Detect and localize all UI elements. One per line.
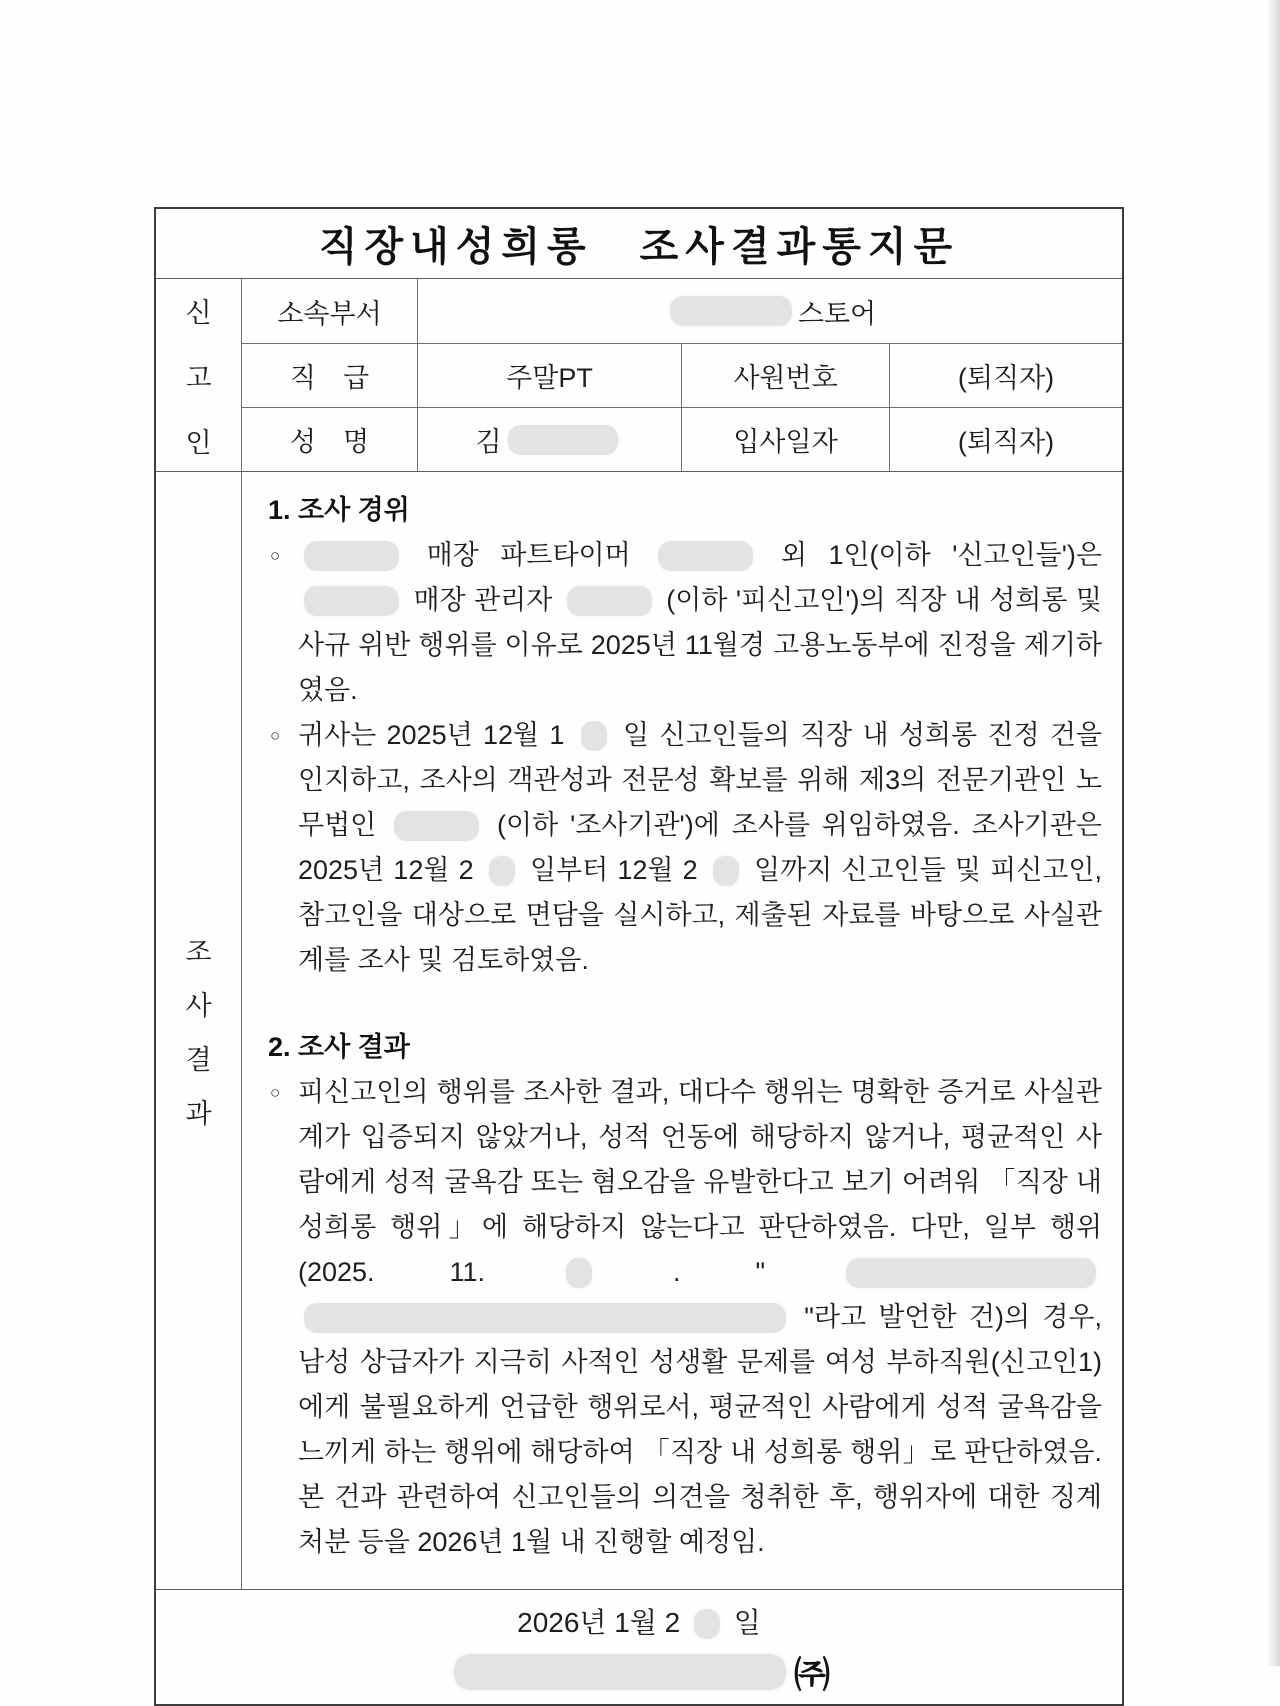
field-label: 입사일자 xyxy=(733,427,838,457)
text-run: 일까지 신고인들 및 피신고인, 참고인을 대상으로 면담을 실시하고, 제출된 자료를 바탕으로 사실관계를 조사 및 검토하였음. xyxy=(298,855,1102,975)
redacted-day-number xyxy=(566,1258,592,1288)
photo-edge-shadow xyxy=(1266,0,1280,1666)
text-run: 일부터 12월 2 xyxy=(529,855,698,885)
result-section-label xyxy=(156,472,241,1589)
text-run: 피신고인의 행위를 조사한 결과, 대다수 행위는 명확한 증거로 사실관계가 입증되지 않았거나, 성적 언동에 해당하지 않거나, 평균적인 사람에게 성적 굴욕감 또는 혐오감을 유발한다고 보기 어려워 「직장 내 성희롱 행위」에 해당하지 않는다고 판단하였음. 다만, 일부 행위(2025. 11. xyxy=(298,1077,1102,1287)
footer-section xyxy=(156,1590,1122,1704)
reporter-label-char: 인 xyxy=(185,427,212,458)
reporter-label-char: 신 xyxy=(185,297,212,328)
company-name-line xyxy=(448,1647,830,1698)
redacted-day-number xyxy=(694,1609,720,1639)
result-label-char: 결 xyxy=(185,1045,212,1075)
reporter-info-table xyxy=(156,279,1122,472)
text-run: 일 신고인들의 직장 내 성희롱 진정 건을 인지하고, 조사의 객관성과 전문성 확보를 위해 제3의 전문기관인 노무법인 xyxy=(298,720,1102,840)
section-heading-1: 1. 조사 경위 xyxy=(268,495,410,525)
page-title: 직장내성희롱 조사결과통지문 xyxy=(318,225,960,269)
redacted-store-name xyxy=(304,586,399,616)
redacted-quote-part-1 xyxy=(846,1258,1096,1288)
result-label-char: 사 xyxy=(185,991,212,1021)
hire-date-value xyxy=(889,407,1122,471)
issue-date xyxy=(517,1601,761,1641)
text-run: "라고 발언한 건)의 경우, 남성 상급자가 지극히 사적인 성생활 문제를 여성 부하직원(신고인1)에게 불필요하게 언급한 행위로서, 평균적인 사람에게 성적 굴욕감을 느끼게 하는 행위에 해당하여 「직장 내 성희롱 행위」로 판단하였음. 본 건과 관련하여 신고인들의 의견을 청취한 후, 행위자에 대한 징계처분 등을 2026년 1월 내 진행할 예정임. xyxy=(298,1302,1102,1557)
reporter-label-char: 고 xyxy=(185,362,212,393)
text-run: (이하 '조사기관')에 조사를 위임하였음. 조사기관은 2025년 12월 2 xyxy=(298,810,1102,885)
paragraph-overview-2 xyxy=(268,713,1102,983)
redacted-quote-part-2 xyxy=(304,1303,786,1333)
redacted-reporter-name xyxy=(658,541,753,571)
field-value: (퇴직자) xyxy=(957,363,1055,393)
text-run: 외 1인(이하 '신고인들')은 xyxy=(780,540,1102,570)
result-label-char: 과 xyxy=(185,1099,212,1129)
text-run: (이하 '피신고인')의 직장 내 성희롱 및 사규 위반 행위를 이유로 2025년 11월경 고용노동부에 진정을 제기하였음. xyxy=(298,585,1102,705)
employee-number-value xyxy=(889,343,1122,407)
text-run: 귀사는 2025년 12월 1 xyxy=(298,720,565,750)
circle-bullet-icon: ○ xyxy=(270,1083,281,1102)
position-label xyxy=(241,343,417,407)
investigation-result-section xyxy=(156,472,1122,1590)
field-label: 직 급 xyxy=(289,363,370,393)
text-run: 2026년 1월 2 xyxy=(517,1606,681,1638)
field-value: 스토어 xyxy=(797,298,877,329)
text-run: . " xyxy=(672,1257,766,1287)
section-heading-2: 2. 조사 결과 xyxy=(268,1032,410,1062)
hire-date-label xyxy=(681,407,889,471)
field-label: 소속부서 xyxy=(277,298,382,329)
result-label-char: 조 xyxy=(185,937,212,967)
department-value xyxy=(417,279,1122,343)
redacted-department-name xyxy=(670,296,792,326)
title-row xyxy=(156,209,1122,279)
name-value xyxy=(417,407,681,471)
redacted-store-name xyxy=(304,541,399,571)
redacted-reporter-name xyxy=(508,425,618,455)
name-label xyxy=(241,407,417,471)
redacted-company-name xyxy=(454,1654,786,1690)
field-value: 김 xyxy=(475,427,502,457)
circle-bullet-icon: ○ xyxy=(270,726,281,745)
redacted-day-number xyxy=(581,721,607,751)
result-content xyxy=(241,472,1122,1589)
field-value: 주말PT xyxy=(506,363,593,393)
field-value: (퇴직자) xyxy=(957,427,1055,457)
corporation-mark: ㈜ xyxy=(793,1653,830,1695)
field-label: 성 명 xyxy=(289,427,370,457)
position-value xyxy=(417,343,681,407)
text-run: 매장 파트타이머 xyxy=(426,540,631,570)
reporter-section-label xyxy=(156,279,241,471)
field-label: 사원번호 xyxy=(733,363,838,393)
redacted-firm-name xyxy=(394,811,479,841)
employee-number-label xyxy=(681,343,889,407)
text-run: 일 xyxy=(733,1606,761,1638)
text-run: 매장 관리자 xyxy=(413,585,553,615)
paragraph-overview-1 xyxy=(268,533,1102,713)
redacted-day-number xyxy=(489,856,515,886)
redacted-accused-name xyxy=(567,586,652,616)
department-label xyxy=(241,279,417,343)
notification-document xyxy=(154,207,1124,1706)
redacted-day-number xyxy=(713,856,739,886)
circle-bullet-icon: ○ xyxy=(270,546,281,565)
paragraph-result-1 xyxy=(268,1070,1102,1565)
